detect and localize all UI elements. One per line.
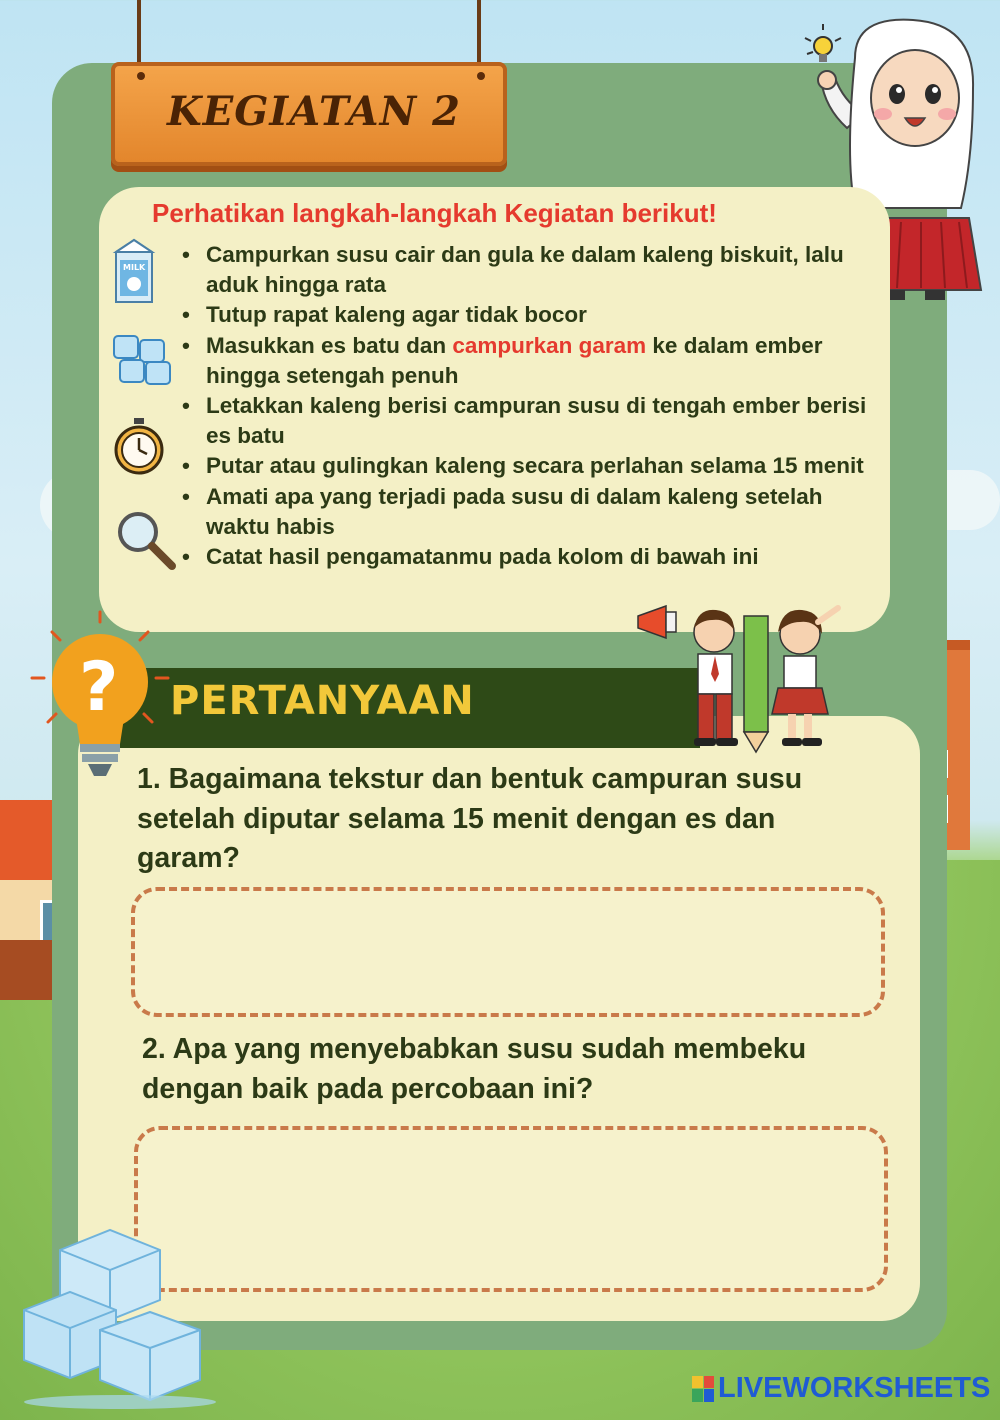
magnifier-icon (114, 508, 178, 572)
step-item: • Putar atau gulingkan kaleng secara perlahan selama 15 menit (182, 451, 872, 481)
answer-box-1[interactable] (131, 887, 885, 1017)
question-1: 1. Bagaimana tekstur dan bentuk campuran susu setelah diputar selama 15 menit dengan es dan garam? (137, 763, 803, 874)
step-text: ke dalam ember hingga setengah penuh (206, 332, 823, 388)
lightbulb-idea-icon (805, 24, 841, 62)
students-illustration (632, 602, 847, 754)
questions-banner-title: PERTANYAAN (170, 678, 475, 724)
liveworksheets-logo-mark (692, 1376, 714, 1402)
step-item: • Campurkan susu cair dan gula ke dalam kaleng biskuit, lalu aduk hingga rata (182, 240, 872, 300)
milk-label: MILK (123, 263, 146, 272)
step-item: • Letakkan kaleng berisi campuran susu di tengah ember berisi es batu (182, 391, 872, 451)
ice-cubes-illustration (20, 1220, 220, 1410)
pencil-icon (744, 616, 768, 752)
step-item: • Tutup rapat kaleng agar tidak bocor (182, 300, 872, 330)
activity-sign (111, 62, 507, 166)
sign-nail (477, 72, 485, 80)
question-lightbulb-icon (30, 610, 170, 782)
sign-nail (137, 72, 145, 80)
liveworksheets-logo (692, 1372, 990, 1405)
steps-list (182, 240, 872, 572)
milk-carton-icon (110, 236, 158, 306)
step-highlight: campurkan garam (452, 332, 647, 358)
step-item: • Amati apa yang terjadi pada susu di dalam kaleng setelah waktu habis (182, 482, 872, 542)
liveworksheets-brand: LIVEWORKSHEETS (718, 1372, 991, 1404)
steps-heading: Perhatikan langkah-langkah Kegiatan berikut! (152, 198, 717, 228)
svg-text:?: ? (79, 648, 119, 727)
ice-cubes-icon (106, 330, 180, 388)
step-item: • Catat hasil pengamatanmu pada kolom di bawah ini (182, 542, 872, 572)
stopwatch-icon (112, 416, 166, 476)
activity-title: KEGIATAN 2 (167, 88, 461, 135)
question-2: 2. Apa yang menyebabkan susu sudah membeku dengan baik pada percobaan ini? (142, 1033, 807, 1105)
answer-box-2[interactable] (134, 1126, 888, 1292)
step-text: Masukkan es batu dan (206, 332, 453, 358)
step-item (182, 331, 872, 391)
megaphone-icon (638, 606, 676, 638)
